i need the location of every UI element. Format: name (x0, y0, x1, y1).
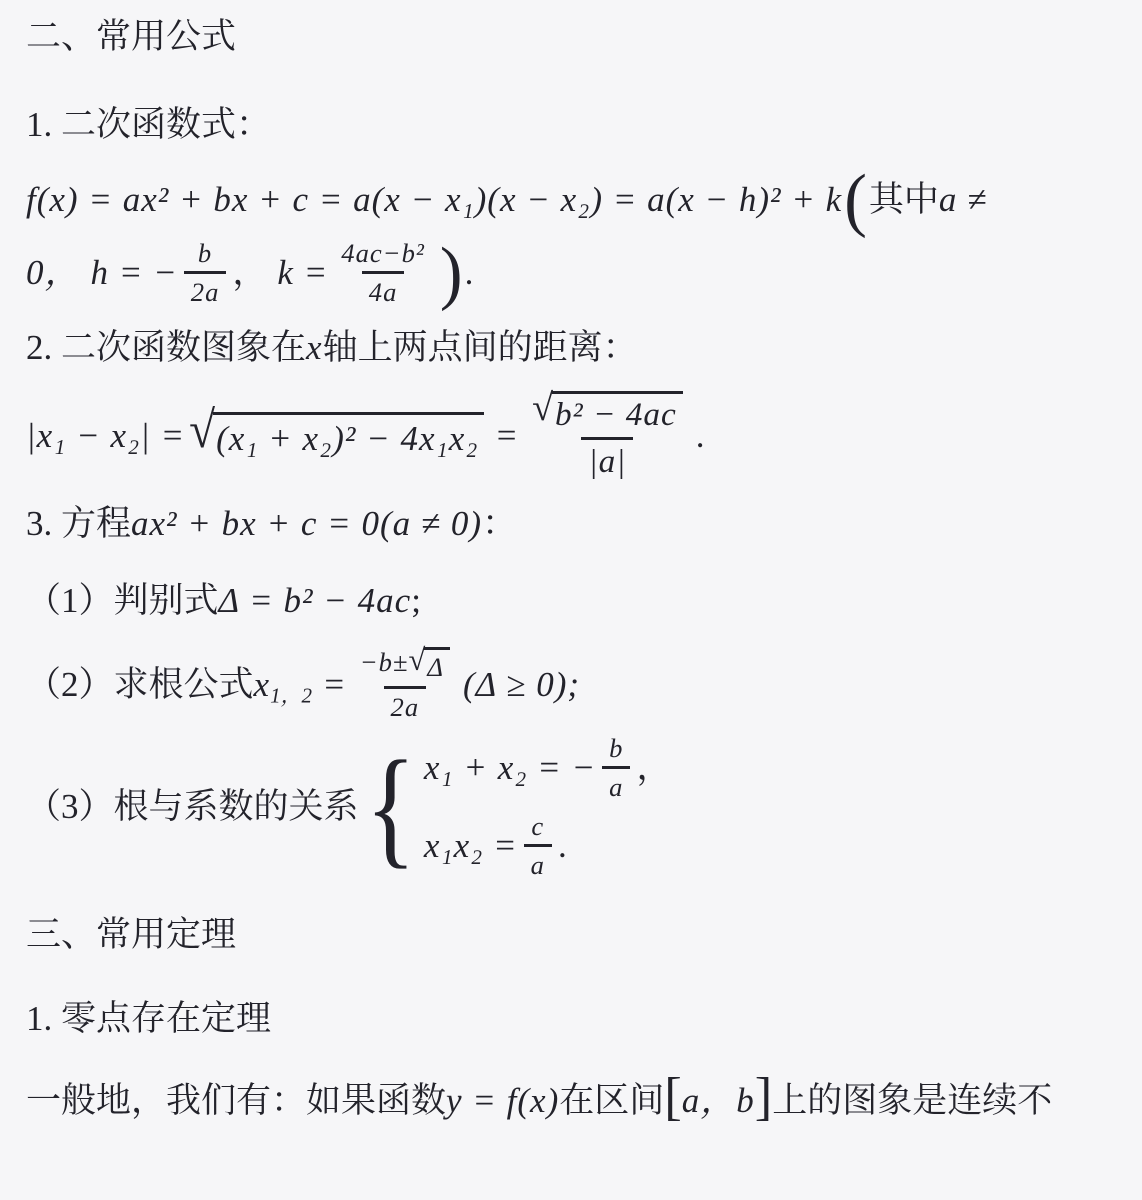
square-root (532, 386, 683, 434)
paragraph-post: 上的图象是连续不 (772, 1080, 1053, 1120)
variable-x: x (253, 665, 271, 704)
period-token: . (695, 416, 705, 456)
denominator: a (524, 844, 552, 881)
denominator: 2a (184, 271, 227, 308)
numerator: b (609, 732, 624, 763)
fraction-c-over-a (524, 811, 552, 881)
zero-token: 0， (26, 252, 81, 292)
item-2-distance-label (26, 326, 1128, 370)
equation-system (424, 733, 672, 881)
paragraph-mid: 在区间 (559, 1080, 665, 1120)
radicand: (x₁ + x₂)² − 4x₁x₂ (213, 412, 484, 461)
subscript-1-2: 1，2 (270, 683, 313, 708)
square-root (189, 401, 484, 461)
x-with-subscript (254, 663, 313, 707)
big-open-bracket: [ (664, 1068, 682, 1127)
delta-condition: (Δ ≥ 0); (462, 665, 581, 704)
big-close-bracket: ] (754, 1068, 773, 1127)
radicand: Δ (424, 647, 450, 683)
numerator: 4ac−b² (341, 237, 425, 268)
radical-sign: √ (189, 401, 216, 459)
comma-token: ， (636, 747, 672, 787)
semicolon-token: ; (411, 581, 421, 621)
item-2-label-post: 轴上两点间的距离： (322, 327, 638, 367)
interval-endpoints: a，b (681, 1080, 755, 1120)
fraction-b-over-a (602, 733, 630, 803)
where-label: 其中 (868, 179, 939, 219)
denominator: 4a (362, 271, 405, 308)
formula-distance (26, 386, 1128, 481)
sub-item-3-vieta (26, 733, 1128, 881)
equals-token: = (322, 665, 347, 704)
formula-quadratic-line1 (26, 159, 1128, 239)
fraction-4ac-b2-over-4a (334, 238, 432, 308)
comma-token: ， (232, 252, 268, 292)
radicand: b² − 4ac (552, 391, 683, 434)
fraction-sqrt-b2-4ac-over-abs-a (525, 386, 690, 481)
numerator (525, 386, 690, 437)
h-equals-token: h = − (90, 252, 178, 292)
numerator: c (531, 810, 545, 841)
item-2-label-variable: x (306, 327, 323, 367)
paragraph-zero-theorem (26, 1068, 1128, 1127)
sub-item-2-root-formula (26, 643, 1128, 722)
numerator-prefix: −b± (359, 647, 409, 678)
sub-item-1-discriminant (26, 579, 1128, 623)
big-open-brace: { (364, 732, 416, 880)
system-row-product (424, 811, 672, 881)
formula-quadratic-body: f(x) = ax² + bx + c = a(x − x₁)(x − x₂) = a(x − h)² + k (26, 179, 843, 219)
paragraph-pre: 一般地，我们有：如果函数 (26, 1080, 447, 1120)
section-heading-common-theorems: 三、常用定理 (26, 914, 237, 954)
big-open-paren: ( (844, 159, 867, 239)
big-close-paren: ) (439, 232, 463, 312)
period-token: . (464, 252, 474, 292)
k-equals-token: k = (277, 252, 329, 292)
period-token: . (557, 825, 567, 865)
item-2-label-pre: 2. 二次函数图象在 (26, 327, 307, 367)
formula-quadratic-line2 (26, 232, 1128, 312)
item-1-quadratic-function-label: 1. 二次函数式： (26, 105, 272, 144)
section-heading-common-formulas: 二、常用公式 (26, 17, 237, 56)
radical-sign: √ (532, 386, 555, 429)
item-3-label-math: ax² + bx + c = 0(a ≠ 0) (131, 504, 482, 544)
item-3-label-pre: 3. 方程 (26, 504, 132, 544)
item-3-equation-label (26, 502, 1128, 546)
sub-item-2-prefix: （2）求根公式 (26, 665, 254, 704)
system-row-sum (424, 733, 672, 803)
denominator: |a| (581, 437, 633, 481)
radical-sign: √ (408, 643, 427, 678)
distance-lhs: |x₁ − x₂| = (26, 416, 186, 456)
fraction-root-formula (353, 643, 457, 722)
paragraph-function-math: y = f(x) (446, 1080, 560, 1120)
denominator: a (602, 766, 630, 803)
sub-item-1-math: Δ = b² − 4ac (218, 581, 412, 621)
numerator (353, 643, 457, 686)
sum-lhs: x₁ + x₂ = − (423, 747, 597, 787)
where-condition: a ≠ (938, 179, 988, 219)
sub-item-3-prefix: （3）根与系数的关系 (26, 786, 359, 826)
sub-item-1-prefix: （1）判别式 (26, 581, 219, 621)
numerator: b (197, 237, 213, 268)
item-3-label-colon: ： (482, 504, 518, 544)
square-root (408, 643, 450, 683)
equals-token: = (494, 416, 520, 456)
fraction-b-over-2a (184, 238, 227, 308)
denominator: 2a (384, 686, 427, 723)
product-lhs: x₁x₂ = (423, 825, 518, 865)
theorem-1-zero-existence-label: 1. 零点存在定理 (26, 998, 272, 1038)
